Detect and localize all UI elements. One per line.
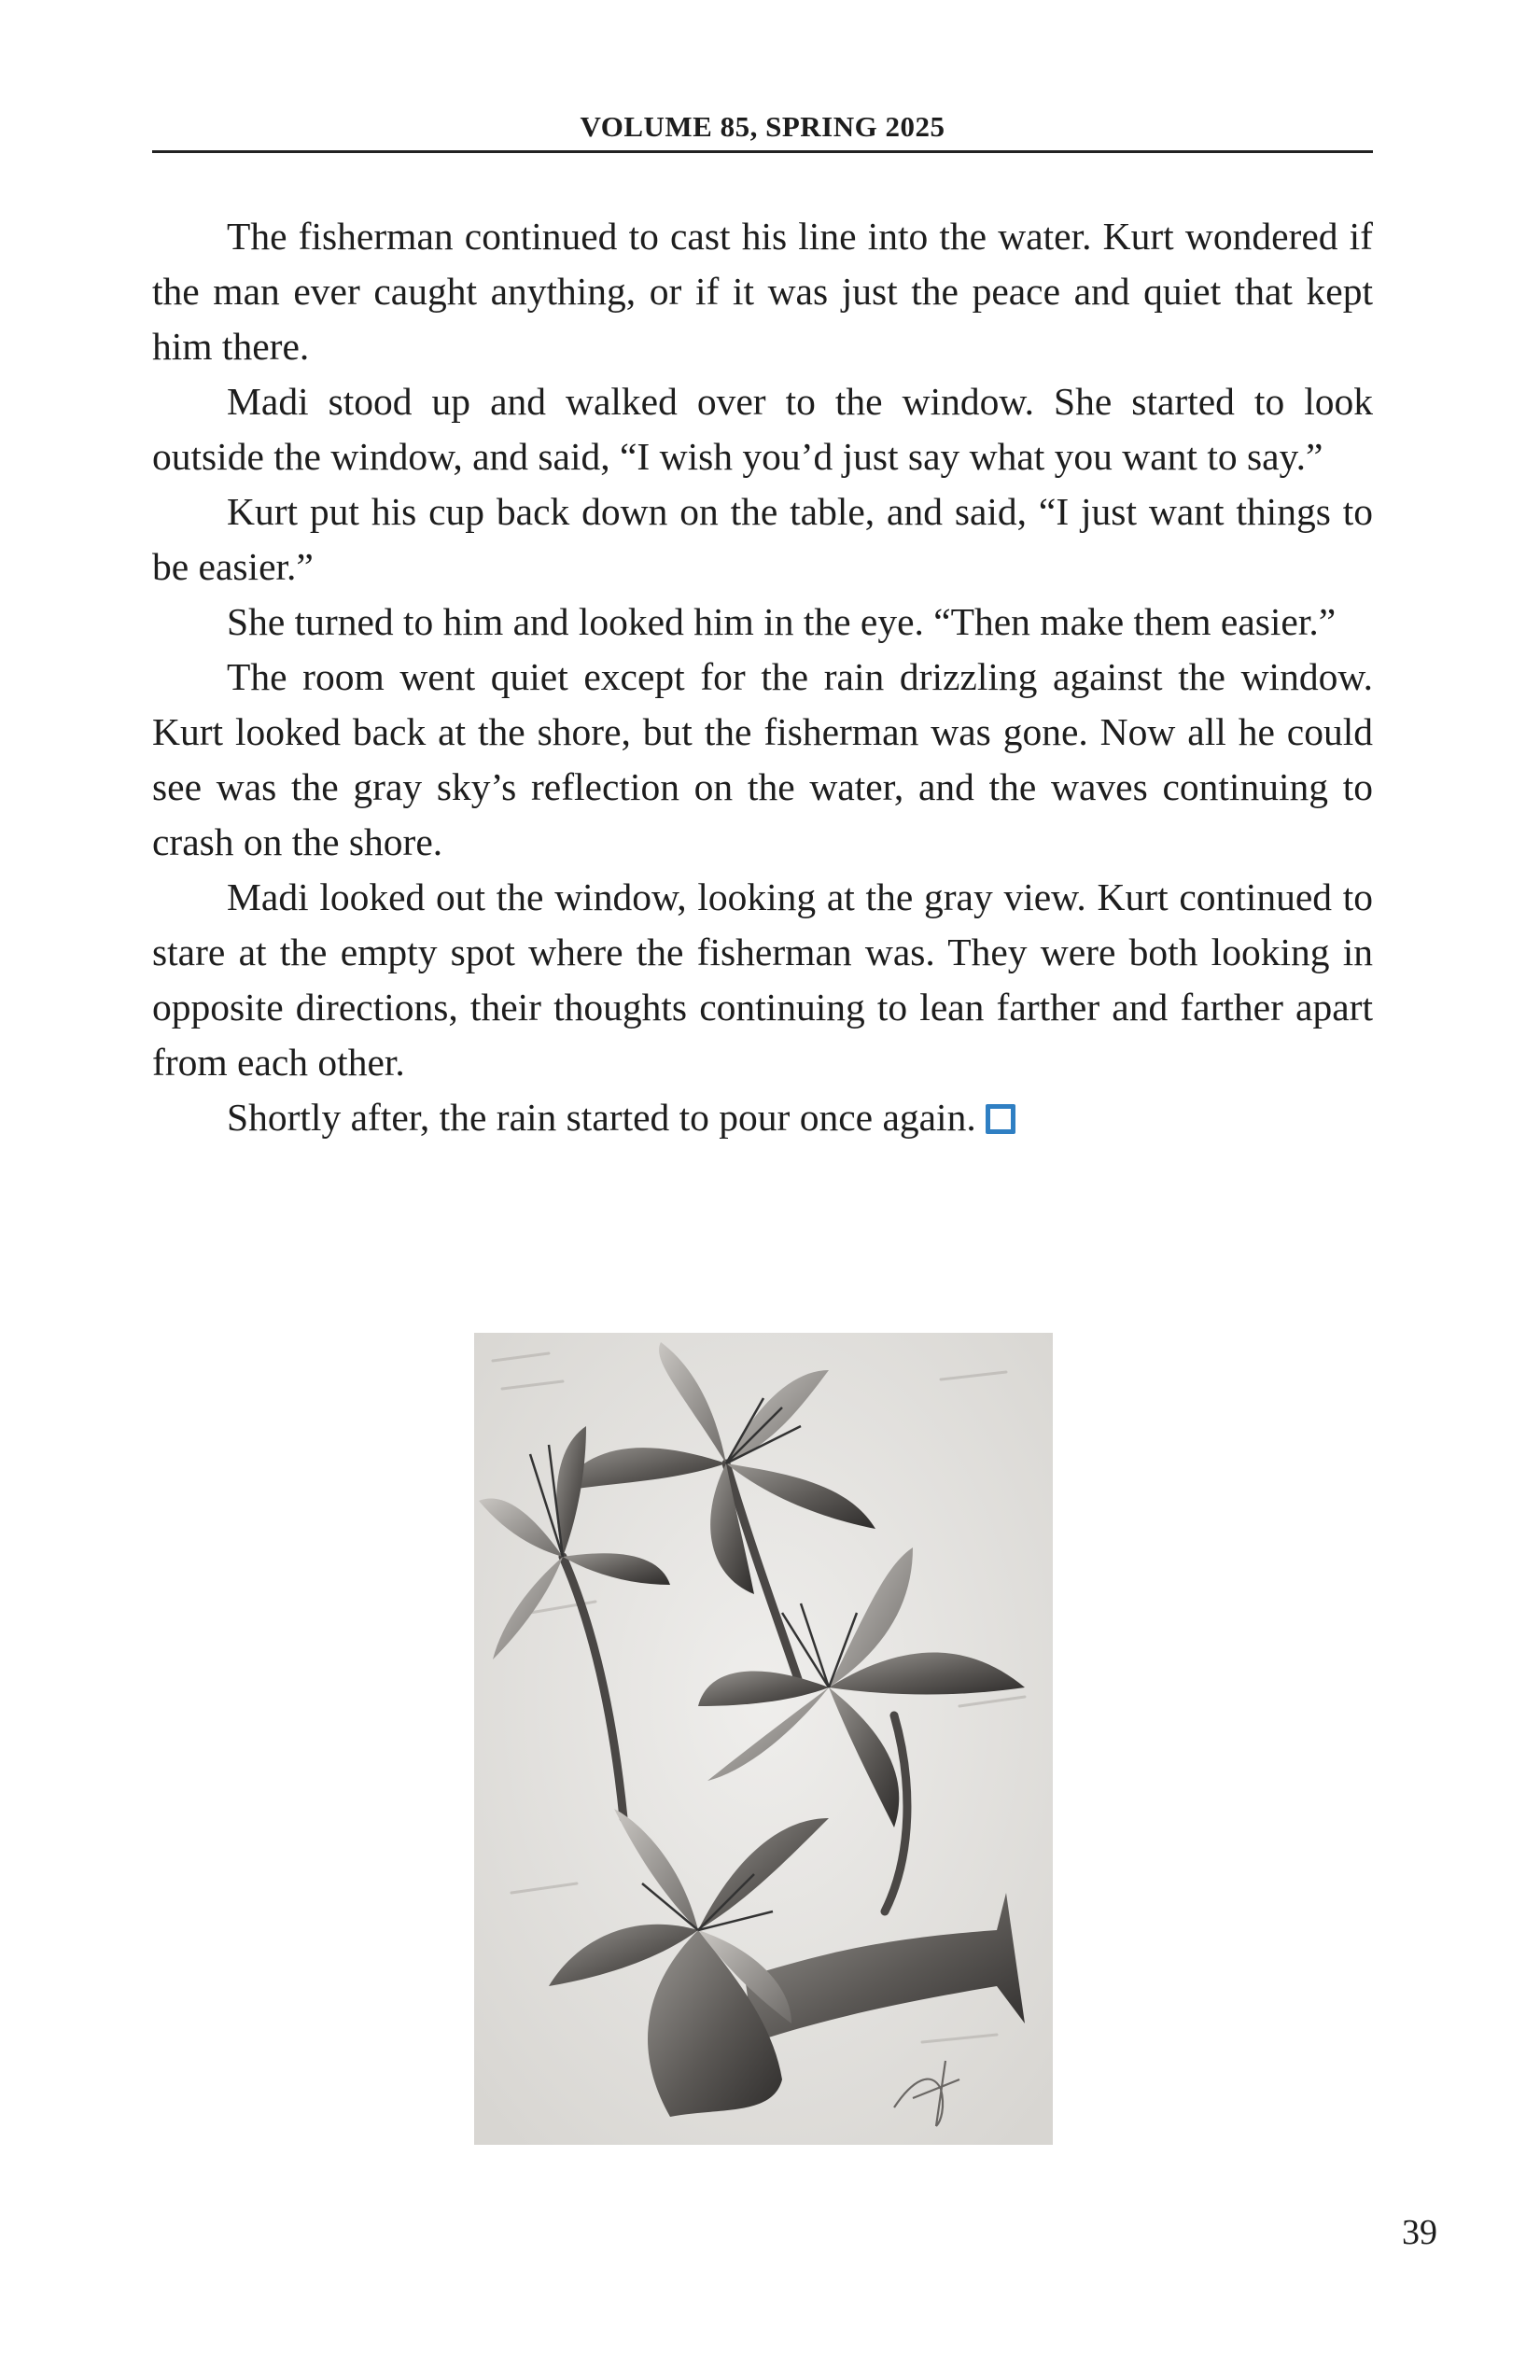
running-head: VOLUME 85, SPRING 2025 — [580, 110, 945, 143]
story-body — [152, 209, 1373, 1145]
paragraph: The room went quiet except for the rain drizzling against the window. Kurt looked back at the shore, but the fisherman was gone. Now all he could see was the gray sky’s reflection on the water, and the waves continuing to crash on the shore. — [152, 655, 1373, 863]
page-number: 39 — [1402, 2213, 1437, 2252]
paragraph: Madi stood up and walked over to the window. She started to look outside the window, and said, “I wish you’d just say what you want to say.” — [152, 380, 1373, 478]
paragraph-text: Shortly after, the rain started to pour once again. — [227, 1096, 976, 1139]
paragraph: The fisherman continued to cast his line into the water. Kurt wondered if the man ever caught anything, or if it was just the peace and quiet that kept him there. — [152, 215, 1373, 368]
pencil-lily-drawing-icon — [474, 1333, 1053, 2145]
paragraph: She turned to him and looked him in the eye. “Then make them easier.” — [227, 600, 1337, 643]
paragraph: Madi looked out the window, looking at the gray view. Kurt continued to stare at the empty spot where the fisherman was. They were both looking in opposite directions, their thoughts continuing to lean farther and farther apart from each other. — [152, 875, 1373, 1084]
final-paragraph — [152, 1090, 1373, 1145]
header-rule — [152, 150, 1373, 153]
lily-drawing-artwork — [474, 1333, 1053, 2145]
end-mark-icon — [986, 1104, 1015, 1134]
paragraph: Kurt put his cup back down on the table, and said, “I just want things to be easier.” — [152, 490, 1373, 588]
